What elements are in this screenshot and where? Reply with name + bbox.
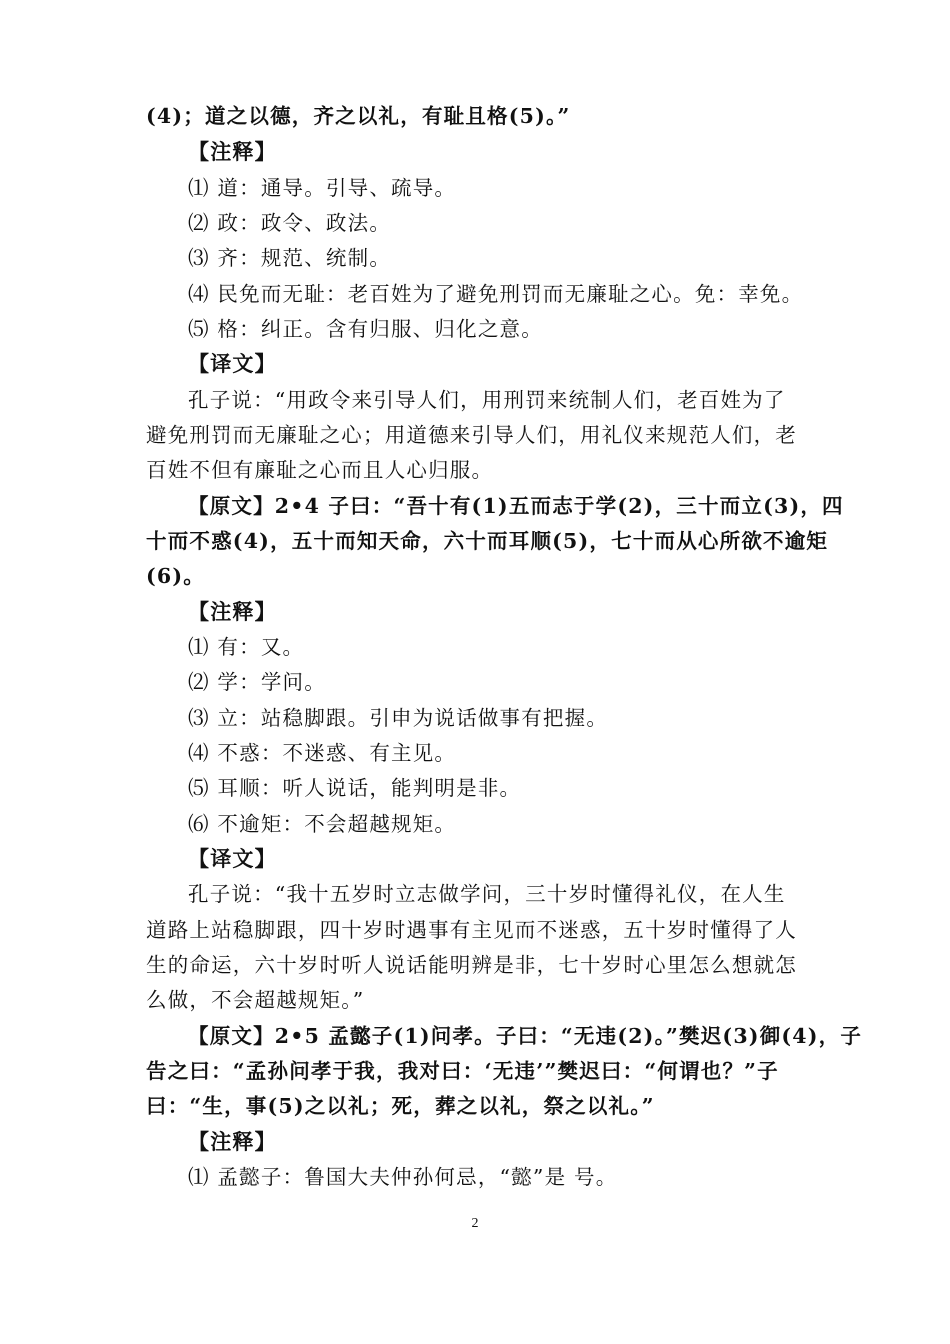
note-item: ⑵ 政：政令、政法。 — [188, 211, 392, 235]
original-text-line: 曰：“生，事(5)之以礼；死，葬之以礼，祭之以礼。” — [146, 1094, 655, 1118]
translation-line: 道路上站稳脚跟，四十岁时遇事有主见而不迷惑，五十岁时懂得了人 — [146, 918, 797, 942]
text-line: (4)；道之以德，齐之以礼，有耻且格(5)。” — [146, 104, 571, 128]
original-text-line: 告之曰：“孟孙问孝于我，我对曰：‘无违’”樊迟曰：“何谓也？”子 — [146, 1059, 779, 1083]
original-text-line: (6)。 — [146, 564, 205, 588]
section-heading-notes: 【注释】 — [188, 139, 277, 164]
original-text-line: 【原文】2•5 孟懿子(1)问孝。子曰：“无违(2)。”樊迟(3)御(4)，子 — [188, 1024, 863, 1048]
note-item: ⑵ 学：学问。 — [188, 670, 326, 694]
translation-line: 生的命运，六十岁时听人说话能明辨是非，七十岁时心里怎么想就怎 — [146, 953, 797, 977]
translation-line: 避免刑罚而无廉耻之心；用道德来引导人们，用礼仪来规范人们，老 — [146, 423, 797, 447]
original-text-line: 十而不惑(4)，五十而知天命，六十而耳顺(5)，七十而从心所欲不逾矩 — [146, 529, 829, 553]
section-heading-translation: 【译文】 — [188, 351, 277, 376]
note-item: ⑴ 道：通导。引导、疏导。 — [188, 176, 457, 200]
note-item: ⑴ 孟懿子：鲁国大夫仲孙何忌，“懿”是 号。 — [188, 1165, 618, 1189]
note-item: ⑸ 格：纠正。含有归服、归化之意。 — [188, 317, 543, 341]
note-item: ⑷ 民免而无耻：老百姓为了避免刑罚而无廉耻之心。免：幸免。 — [188, 282, 804, 306]
translation-line: 么做，不会超越规矩。” — [146, 988, 365, 1012]
page-number: 2 — [471, 1216, 479, 1231]
translation-line: 孔子说：“用政令来引导人们，用刑罚来统制人们，老百姓为了 — [188, 388, 786, 412]
note-item: ⑴ 有：又。 — [188, 635, 305, 659]
section-heading-translation: 【译文】 — [188, 846, 277, 871]
note-item: ⑷ 不惑：不迷惑、有主见。 — [188, 741, 457, 765]
note-item: ⑹ 不逾矩：不会超越规矩。 — [188, 812, 457, 836]
section-heading-notes: 【注释】 — [188, 1129, 277, 1154]
note-item: ⑶ 齐：规范、统制。 — [188, 246, 392, 270]
section-heading-notes: 【注释】 — [188, 599, 277, 624]
translation-line: 百姓不但有廉耻之心而且人心归服。 — [146, 458, 494, 482]
translation-line: 孔子说：“我十五岁时立志做学问，三十岁时懂得礼仪，在人生 — [188, 882, 786, 906]
note-item: ⑸ 耳顺：听人说话，能判明是非。 — [188, 776, 522, 800]
note-item: ⑶ 立：站稳脚跟。引申为说话做事有把握。 — [188, 706, 609, 730]
original-text-line: 【原文】2•4 子曰：“吾十有(1)五而志于学(2)，三十而立(3)，四 — [188, 494, 844, 518]
